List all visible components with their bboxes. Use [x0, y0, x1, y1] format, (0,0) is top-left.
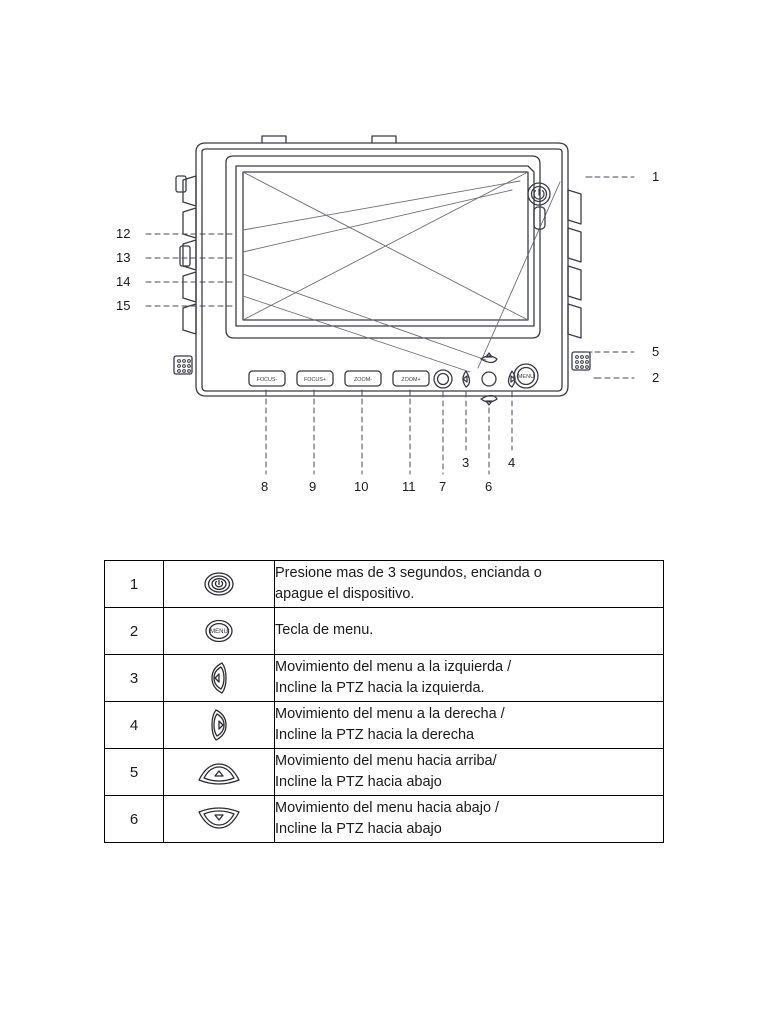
- row-description: [275, 655, 664, 702]
- callout-5: 5: [652, 344, 660, 359]
- row-number: 4: [105, 702, 164, 749]
- table-row: [105, 561, 664, 608]
- desc-line: Movimiento del menu hacia abajo /: [275, 799, 500, 816]
- menu-key-label: MENU: [517, 374, 535, 380]
- table-row: [105, 796, 664, 843]
- focus-minus-label: FOCUS-: [256, 377, 278, 383]
- power-button-icon: [164, 561, 274, 607]
- desc-line: Tecla de menu.: [275, 622, 374, 639]
- desc-line: Movimiento del menu a la derecha /: [275, 705, 505, 722]
- left-arrow-key-icon: [164, 655, 274, 701]
- row-number: 2: [105, 608, 164, 655]
- callout-8: 8: [261, 479, 269, 494]
- callout-7: 7: [439, 479, 447, 494]
- callout-15: 15: [116, 298, 131, 313]
- desc-line: Presione mas de 3 segundos, encianda o: [275, 564, 542, 581]
- down-arrow-key-icon: [164, 796, 274, 842]
- menu-button-icon: [164, 608, 274, 654]
- row-description: [275, 702, 664, 749]
- focus-plus-label: FOCUS+: [303, 377, 327, 383]
- callout-1: 1: [652, 169, 660, 184]
- desc-line: Incline la PTZ hacia la derecha: [275, 727, 475, 743]
- callout-11: 11: [402, 479, 416, 494]
- table-row: [105, 702, 664, 749]
- zoom-plus-label: ZOOM+: [401, 377, 421, 383]
- row-icon-cell: [164, 561, 275, 608]
- table-row: [105, 608, 664, 655]
- up-arrow-key-icon: [164, 749, 274, 795]
- table-row: [105, 749, 664, 796]
- row-icon-cell: [164, 796, 275, 843]
- callout-4: 4: [508, 455, 516, 470]
- row-number: 5: [105, 749, 164, 796]
- row-description: [275, 796, 664, 843]
- zoom-minus-label: ZOOM-: [354, 377, 372, 383]
- row-icon-cell: [164, 702, 275, 749]
- desc-line: Incline la PTZ hacia la izquierda.: [275, 680, 485, 696]
- callout-6: 6: [485, 479, 493, 494]
- callout-13: 13: [116, 250, 131, 265]
- callout-3: 3: [462, 455, 470, 470]
- desc-line: Incline la PTZ hacia abajo: [275, 774, 442, 790]
- desc-line: Movimiento del menu hacia arriba/: [275, 752, 497, 769]
- callout-10: 10: [354, 479, 369, 494]
- desc-line: apague el dispositivo.: [275, 586, 415, 602]
- callout-2: 2: [652, 370, 660, 385]
- row-description: [275, 749, 664, 796]
- callout-14: 14: [116, 274, 131, 289]
- row-icon-cell: [164, 608, 275, 655]
- svg-text:MENU: MENU: [210, 629, 228, 636]
- callout-9: 9: [309, 479, 317, 494]
- callout-12: 12: [116, 226, 131, 241]
- row-number: 3: [105, 655, 164, 702]
- row-number: 6: [105, 796, 164, 843]
- row-icon-cell: [164, 749, 275, 796]
- key-function-table: [104, 560, 664, 843]
- table-row: [105, 655, 664, 702]
- row-number: 1: [105, 561, 164, 608]
- row-description: [275, 561, 664, 608]
- desc-line: Movimiento del menu a la izquierda /: [275, 658, 512, 675]
- row-icon-cell: [164, 655, 275, 702]
- row-description: [275, 608, 664, 655]
- desc-line: Incline la PTZ hacia abajo: [275, 821, 442, 837]
- legend-table-wrapper: [104, 560, 664, 843]
- right-arrow-key-icon: [164, 702, 274, 748]
